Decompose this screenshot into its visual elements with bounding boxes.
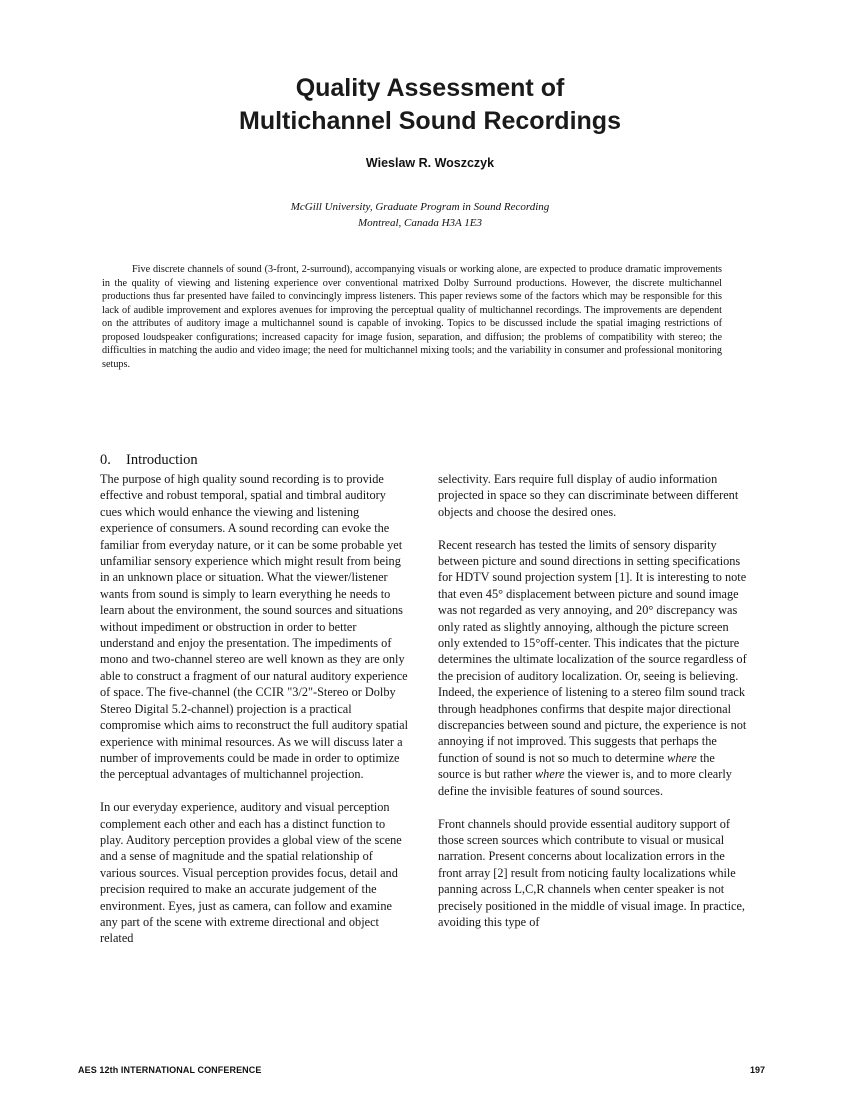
emphasis-text: where: [667, 750, 697, 765]
author-name: Wieslaw R. Woszczyk: [365, 156, 495, 170]
paragraph-text: the source is but rather: [438, 750, 715, 782]
paper-title: [120, 72, 740, 138]
body-paragraph: [438, 537, 750, 800]
footer-page-number: 197: [750, 1065, 766, 1075]
left-column: [100, 471, 410, 947]
section-heading: [100, 451, 198, 469]
title-line-1: Quality Assessment of: [295, 74, 565, 102]
right-column: [438, 471, 750, 930]
affiliation-line-1: McGill University, Graduate Program in Sound Recording: [290, 201, 550, 213]
section-number: 0.: [100, 452, 111, 468]
author-affiliation: [120, 199, 720, 231]
paragraph-text: Recent research has tested the limits of sensory disparity between picture and sound directions in setting specifications for HDTV sound projection system [1]. It is interesting to note that even 45° displacement between picture and sound image was not regarded as very annoying, and 20° discrepancy was only rated as slightly annoying, although the picture screen only extended to 15°off-center. This indicates that the picture determines the ultimate localization of the source regardless of the precision of auditory localization. Or, seeing is believing. Indeed, the experience of listening to a stereo film sound track through headphones confirms that despite major directional discrepancies between sound and picture, the experience is not annoying if not improved. This suggests that perhaps the function of sound is not so much to determine: [438, 537, 747, 765]
body-paragraph: selectivity. Ears require full display of audio information projected in space so they can discriminate between different objects and choose the desired ones.: [438, 472, 739, 519]
body-paragraph: Front channels should provide essential auditory support of those screen sources which contribute to visual or musical narration. Present concerns about localization errors in the front array [2] result from noticing faulty localizations while panning across L,C,R channels when center speaker is not precisely positioned in the middle of visual image. In practice, avoiding this type of: [438, 816, 745, 929]
footer-conference: AES 12th INTERNATIONAL CONFERENCE: [78, 1065, 262, 1075]
abstract: Five discrete channels of sound (3-front, 2-surround), accompanying visuals or working alone, are expected to produce dramatic improvements in the quality of viewing and listening experience over conventional matrixed Dolby Surround productions. However, the discrete multichannel productions thus far presented have failed to convincingly impress listeners. This paper reviews some of the factors which may be responsible for this lack of audible improvement and explores avenues for improving the perceptual quality of multichannel recordings. The improvements are dependent on the attributes of auditory image a multichannel sound is capable of invoking. Topics to be discussed include the spatial imaging restrictions of proposed loudspeaker configurations; increased capacity for image fusion, separation, and diffusion; the problems of compatibility with stereo; the difficulties in matching the audio and video image; the need for multichannel mixing tools; and the variability in consumer and professional monitoring setups.: [102, 264, 722, 370]
section-title: Introduction: [126, 452, 198, 468]
body-paragraph: The purpose of high quality sound recording is to provide effective and robust temporal, spatial and timbral auditory cues which would enhance the viewing and listening experience of consumers. A sound recording can evoke the familiar from everyday nature, or it can be some probable yet unfamiliar sensory experience which might result from being in an unknown place or situation. What the viewer/listener wants from sound is simply to learn everything he needs to learn about the environment, the sound sources and situations without impediment or obstruction in order to better understand and enjoy the presentation. The impediments of mono and two-channel stereo are well known as they are only able to construct a fragment of our natural auditory experience of space. The five-channel (the CCIR "3/2"-Stereo or Dolby Stereo Digital 5.2-channel) projection is a practical compromise which aims to reconstruct the full auditory spatial experience with minimal resources. As we will discuss later a number of improvements could be made in order to optimize the perceptual advantages of multichannel projection.: [100, 472, 409, 782]
emphasis-text: where: [534, 767, 565, 782]
paragraph-text: the viewer is, and to more clearly define the invisible features of sound sources.: [438, 767, 732, 798]
title-line-2: Multichannel Sound Recordings: [239, 107, 621, 135]
body-paragraph: In our everyday experience, auditory and visual perception complement each other and each has a distinct function to play. Auditory perception provides a global view of the scene and a sense of magnitude and the spatial relationship of various sources. Visual perception provides focus, detail and precision required to make an accurate judgement of the environment. Eyes, just as camera, can follow and examine any part of the scene with extreme directional and object related: [100, 800, 402, 946]
affiliation-line-2: Montreal, Canada H3A 1E3: [357, 217, 483, 229]
